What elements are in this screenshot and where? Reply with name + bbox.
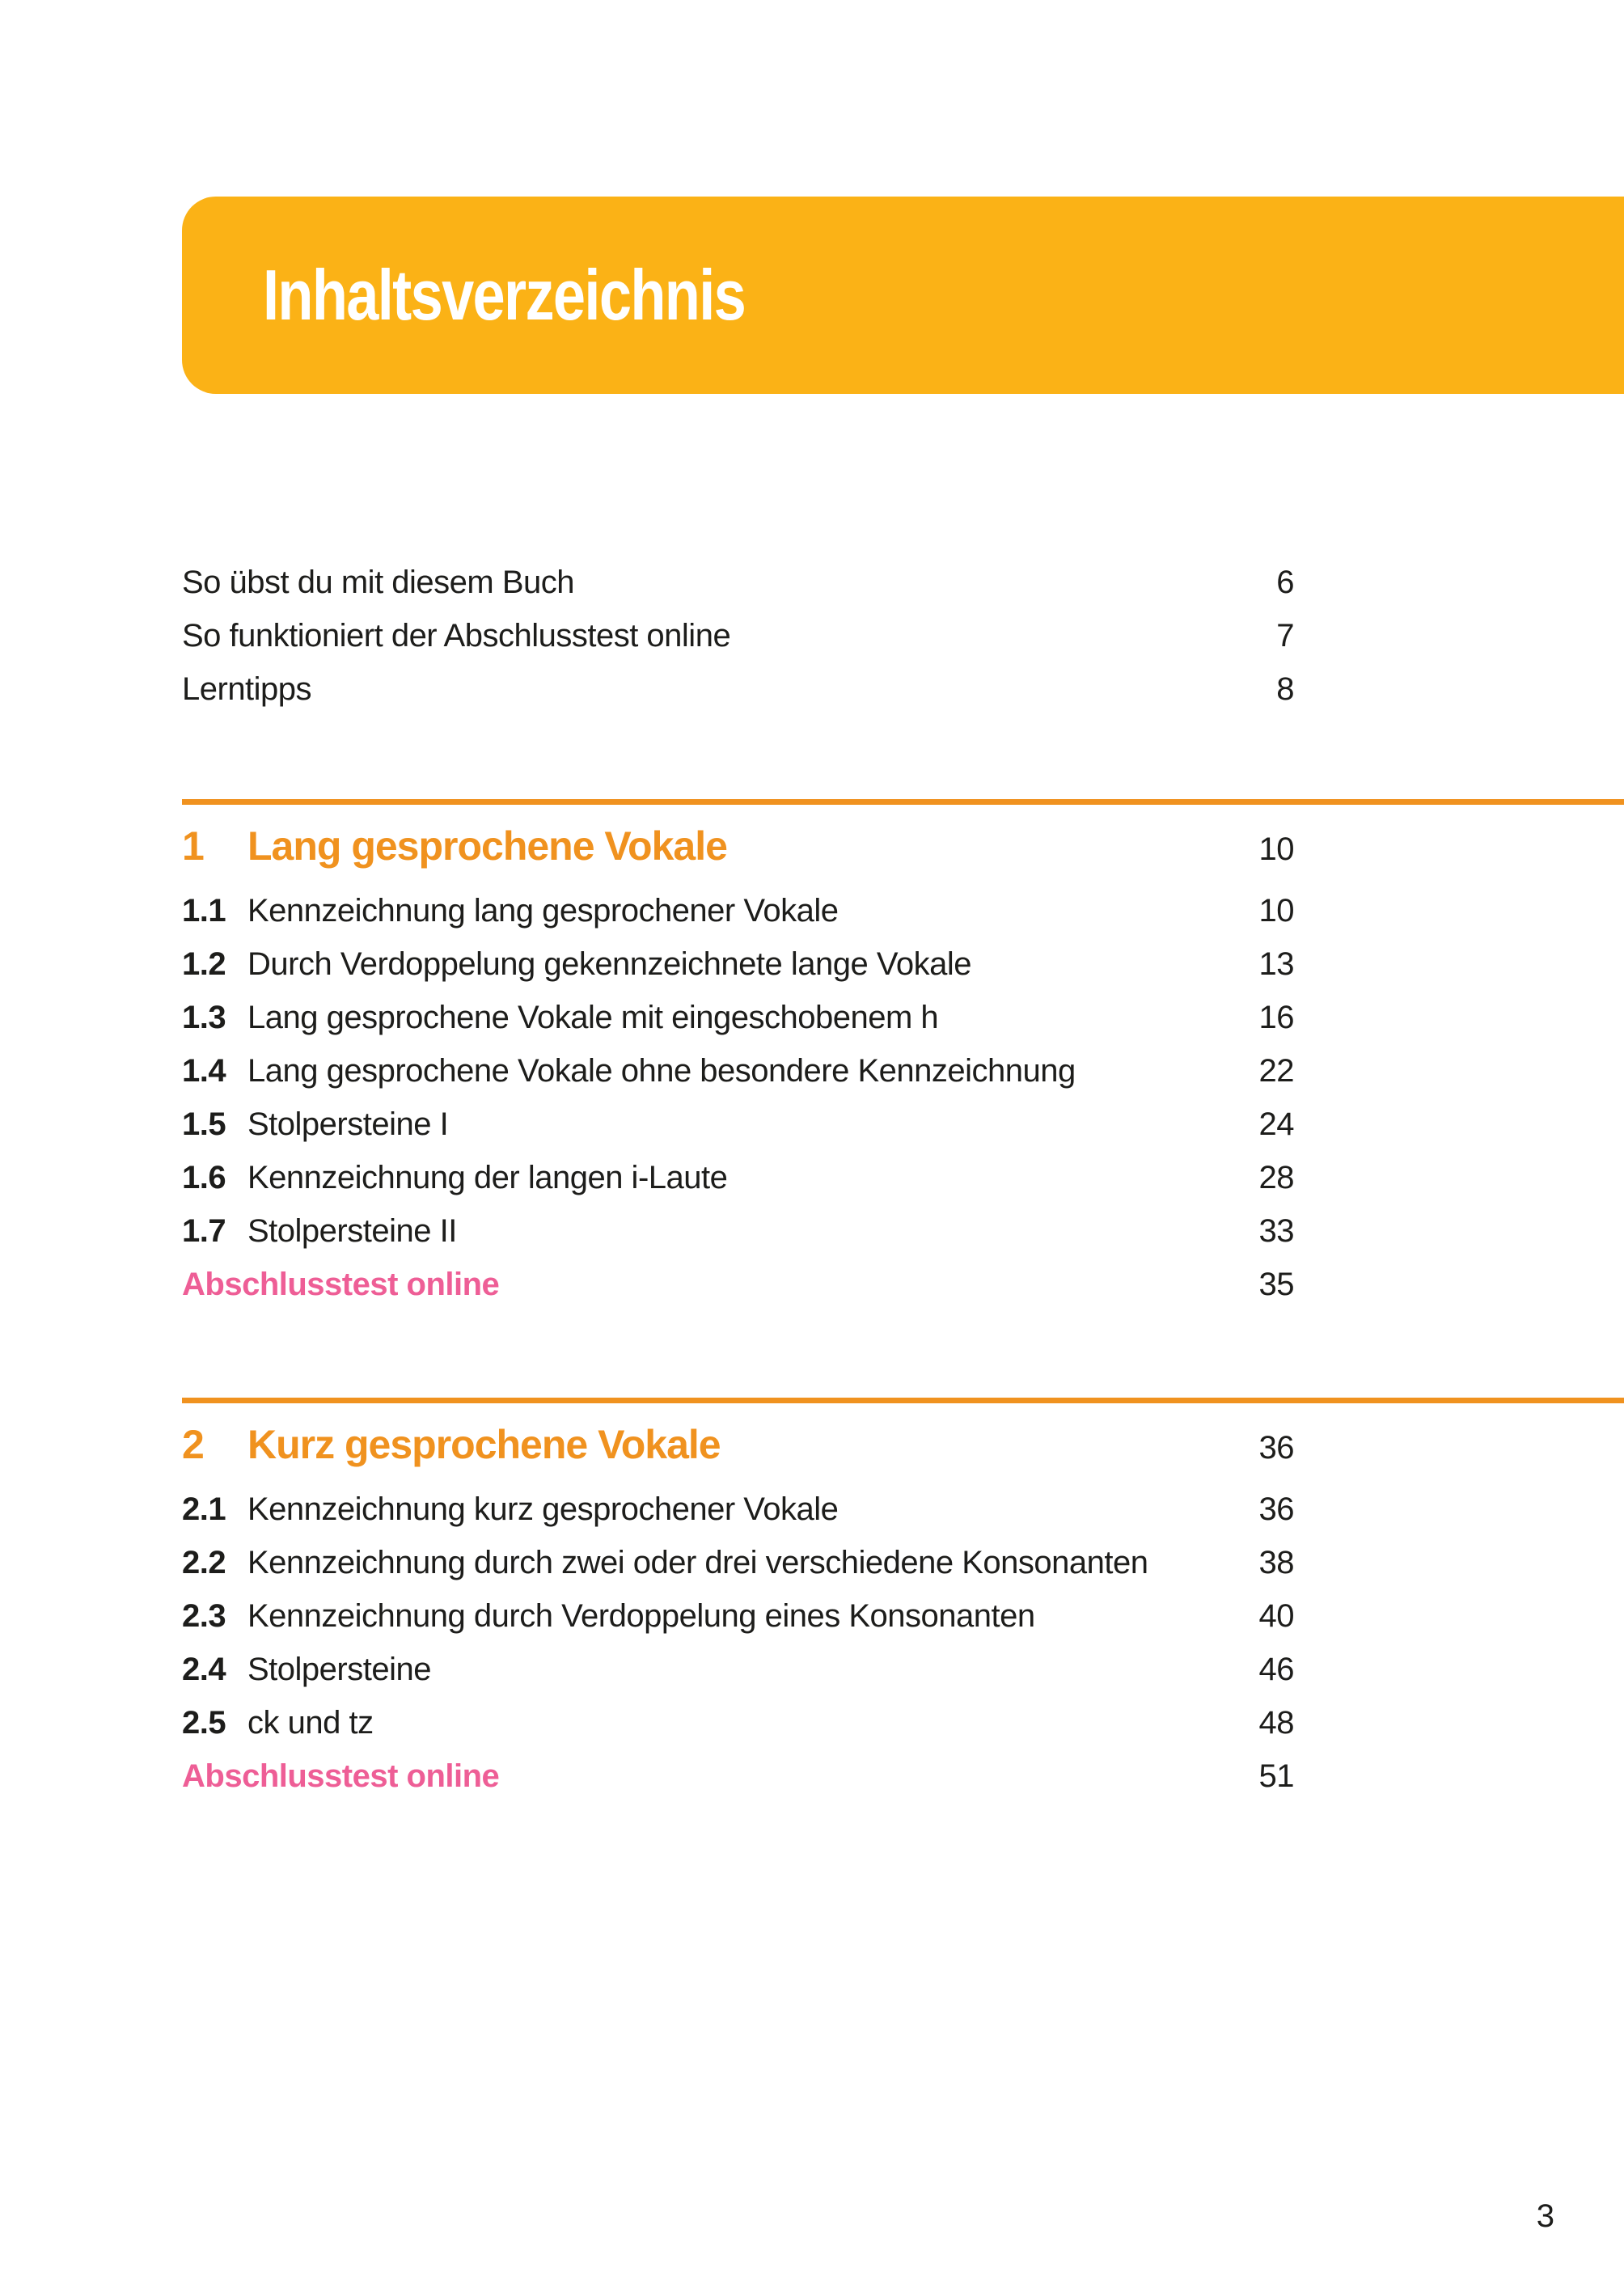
toc-entry [182,662,1294,716]
page-title: Inhaltsverzeichnis [263,255,746,335]
entry-label: Stolpersteine I [247,1106,449,1142]
entry-number: 1.2 [182,946,226,982]
toc-entry [182,556,1294,609]
entry-label: ck und tz [247,1705,374,1741]
entry-page-number: 10 [1258,893,1294,929]
entry-number: 2.4 [182,1652,226,1687]
entry-number: 1.7 [182,1213,226,1249]
entry-page-number: 16 [1258,1000,1294,1035]
chapter-page-number: 10 [1258,831,1294,867]
entry-label: Kennzeichnung durch zwei oder drei verschiedene Konsonanten [247,1545,1148,1580]
chapter-1 [182,799,1624,1311]
entry-label: Kennzeichnung kurz gesprochener Vokale [247,1491,839,1527]
entry-page-number: 6 [1276,565,1294,600]
online-test-entry [182,1749,1294,1803]
entry-label: Stolpersteine [247,1652,431,1687]
toc-entry [182,1696,1294,1749]
entry-page-number: 13 [1258,946,1294,982]
chapter-page-number: 36 [1258,1430,1294,1466]
entry-label: Kennzeichnung durch Verdoppelung eines Konsonanten [247,1598,1035,1634]
entry-label: Lerntipps [182,671,312,707]
title-banner [182,197,1624,394]
entry-page-number: 40 [1258,1598,1294,1634]
chapter-heading [182,819,1294,873]
entry-page-number: 24 [1258,1106,1294,1142]
entry-label: So funktioniert der Abschlusstest online [182,618,731,654]
online-test-label: Abschlusstest online [182,1267,500,1302]
online-test-entry [182,1258,1294,1311]
entry-page-number: 51 [1258,1758,1294,1794]
section-divider [182,1398,1624,1403]
entry-page-number: 35 [1258,1267,1294,1302]
toc-entry [182,1098,1294,1151]
entry-page-number: 38 [1258,1545,1294,1580]
toc-entry [182,1589,1294,1643]
entry-label: Stolpersteine II [247,1213,457,1249]
folio-page-number: 3 [1536,2198,1554,2234]
toc-entry [182,1044,1294,1098]
chapter-number: 2 [182,1422,204,1467]
toc-entry [182,609,1294,662]
toc-entry [182,1643,1294,1696]
entry-label: Kennzeichnung der langen i-Laute [247,1160,728,1195]
toc-entry [182,884,1294,937]
entry-page-number: 48 [1258,1705,1294,1741]
chapter-number: 1 [182,823,204,869]
entry-number: 2.5 [182,1705,226,1741]
entry-number: 2.3 [182,1598,226,1634]
entry-number: 1.3 [182,1000,226,1035]
entry-label: Lang gesprochene Vokale mit eingeschobenem h [247,1000,939,1035]
entry-label: Lang gesprochene Vokale ohne besondere Kennzeichnung [247,1053,1076,1089]
entry-page-number: 33 [1258,1213,1294,1249]
entry-page-number: 8 [1276,671,1294,707]
entry-label: Durch Verdoppelung gekennzeichnete lange Vokale [247,946,971,982]
entry-page-number: 28 [1258,1160,1294,1195]
online-test-label: Abschlusstest online [182,1758,500,1794]
entry-page-number: 46 [1258,1652,1294,1687]
toc-entry [182,937,1294,991]
entry-number: 1.5 [182,1106,226,1142]
toc-entry [182,1536,1294,1589]
entry-number: 1.1 [182,893,226,929]
entry-number: 2.2 [182,1545,226,1580]
toc-entry [182,1483,1294,1536]
toc-entry [182,1151,1294,1204]
entry-page-number: 22 [1258,1053,1294,1089]
entry-label: So übst du mit diesem Buch [182,565,575,600]
chapter-2 [182,1398,1624,1803]
section-divider [182,799,1624,805]
chapter-heading [182,1418,1294,1471]
folio [1537,2189,1554,2243]
chapter-title: Kurz gesprochene Vokale [247,1422,721,1467]
entry-number: 1.4 [182,1053,226,1089]
chapter-title: Lang gesprochene Vokale [247,823,727,869]
entry-page-number: 7 [1276,618,1294,654]
intro-list [182,556,1294,716]
entry-page-number: 36 [1258,1491,1294,1527]
entry-number: 2.1 [182,1491,226,1527]
toc-entry [182,991,1294,1044]
entry-number: 1.6 [182,1160,226,1195]
toc-entry [182,1204,1294,1258]
entry-label: Kennzeichnung lang gesprochener Vokale [247,893,839,929]
